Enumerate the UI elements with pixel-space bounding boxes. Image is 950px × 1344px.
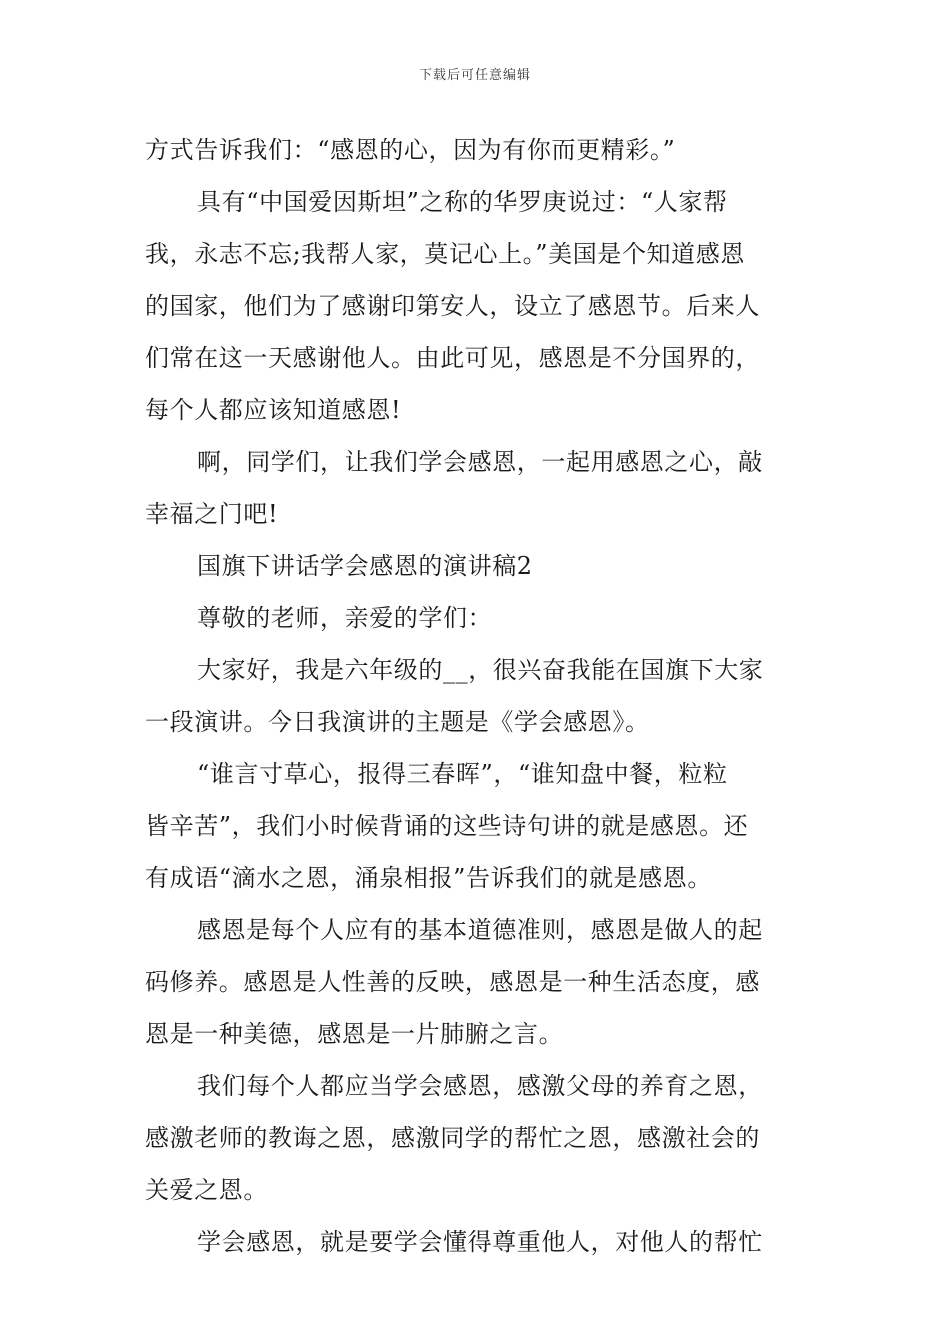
paragraph-line: 具有“中国爱因斯坦”之称的华罗庚说过：“人家帮: [197, 188, 728, 216]
text-line: 每个人都应该知道感恩!: [145, 396, 402, 424]
text-line: 关爱之恩。: [145, 1176, 268, 1204]
text-line: 我，永志不忘;我帮人家，莫记心上。”美国是个知道感恩: [145, 240, 745, 268]
paragraph-line: 大家好，我是六年级的__，很兴奋我能在国旗下大家: [197, 656, 764, 684]
paragraph-line: 感恩是每个人应有的基本道德准则，感恩是做人的起: [197, 916, 763, 944]
salutation: 尊敬的老师，亲爱的学们：: [197, 604, 493, 632]
text-line: 恩是一种美德，感恩是一片肺腑之言。: [145, 1020, 564, 1048]
text-line: 幸福之门吧!: [145, 500, 279, 528]
text-line: 一段演讲。今日我演讲的主题是《学会感恩》。: [145, 708, 650, 736]
text-line: 有成语“滴水之恩，涌泉相报”告诉我们的就是感恩。: [145, 864, 712, 892]
text-line: 码修养。感恩是人性善的反映，感恩是一种生活态度，感: [145, 968, 760, 996]
text-line: 感激老师的教诲之恩，感激同学的帮忙之恩，感激社会的: [145, 1124, 760, 1152]
text-line: 方式告诉我们：“感恩的心，因为有你而更精彩。”: [145, 136, 676, 164]
paragraph-line: “谁言寸草心，报得三春晖”，“谁知盘中餐，粒粒: [197, 760, 728, 788]
text-line: 的国家，他们为了感谢印第安人，设立了感恩节。后来人: [145, 292, 760, 320]
page-header-note: 下载后可任意编辑: [418, 68, 531, 83]
paragraph-line: 学会感恩，就是要学会懂得尊重他人，对他人的帮忙: [197, 1228, 763, 1256]
paragraph-line: 我们每个人都应当学会感恩，感激父母的养育之恩，: [197, 1072, 763, 1100]
text-line: 们常在这一天感谢他人。由此可见，感恩是不分国界的，: [145, 344, 760, 372]
text-line: 皆辛苦”，我们小时候背诵的这些诗句讲的就是感恩。还: [145, 812, 749, 840]
paragraph-line: 啊，同学们，让我们学会感恩，一起用感恩之心，敲: [197, 448, 763, 476]
section-title: 国旗下讲话学会感恩的演讲稿2: [197, 552, 533, 580]
document-body: [145, 124, 810, 1268]
